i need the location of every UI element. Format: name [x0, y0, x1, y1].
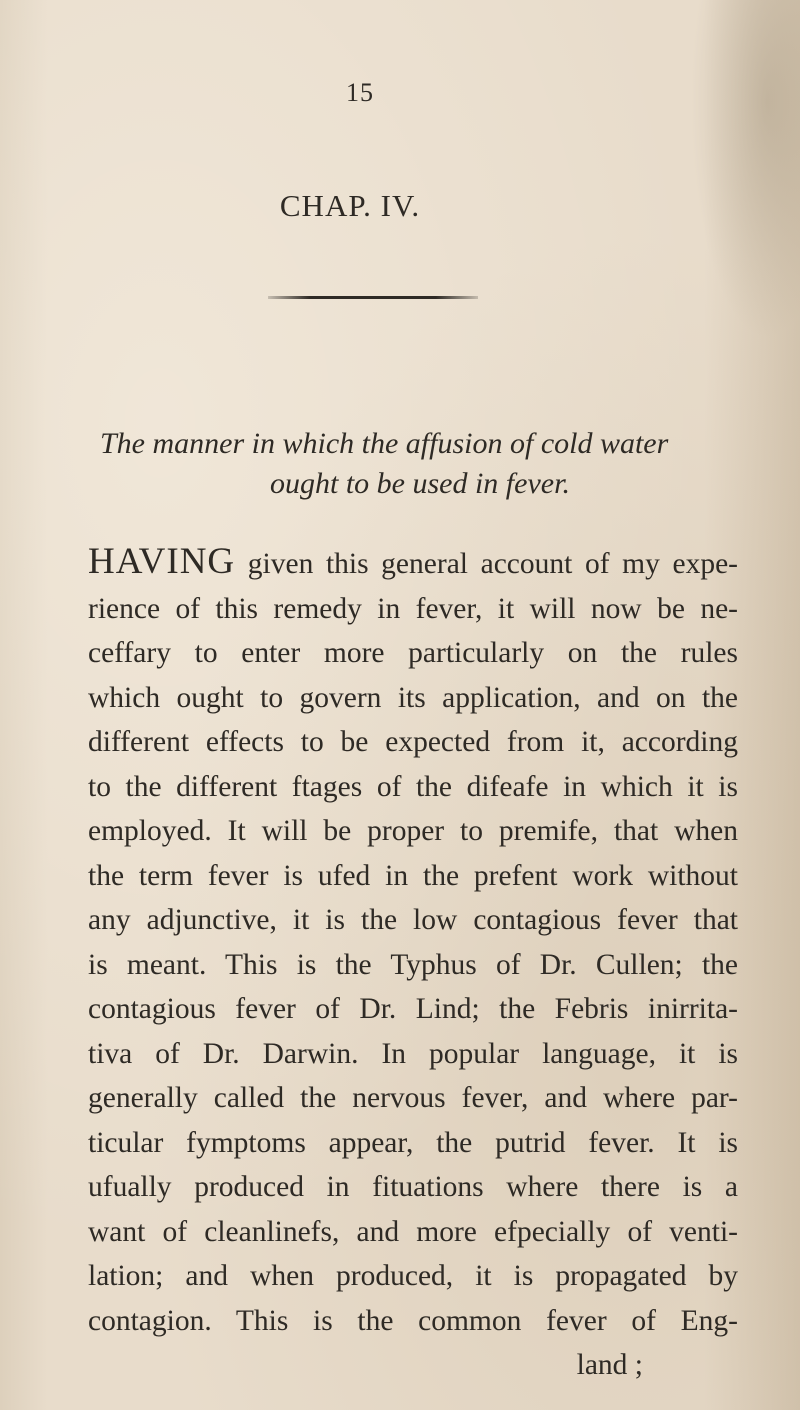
body-paragraph	[88, 540, 738, 1388]
text-line: contagion. This is the common fever of Eng-	[88, 1304, 738, 1337]
text-line: ufually produced in fituations where there is a	[88, 1171, 738, 1203]
text-line: which ought to govern its application, and on the	[88, 681, 738, 714]
catchword: land ;	[576, 1349, 643, 1381]
text-line: ticular fymptoms appear, the putrid fever. It is	[88, 1126, 738, 1159]
drop-word: HAVING	[88, 541, 236, 582]
text-line: lation; and when produced, it is propagated by	[88, 1260, 738, 1292]
text-line: any adjunctive, it is the low contagious fever that	[88, 904, 738, 936]
chapter-heading	[100, 424, 740, 504]
text-line	[88, 540, 738, 587]
text-line: want of cleanlinefs, and more efpecially of venti-	[88, 1215, 738, 1248]
text-line: contagious fever of Dr. Lind; the Febris inirrita-	[88, 993, 738, 1025]
text-line: to the different ftages of the difeafe in which it is	[88, 770, 738, 803]
text-line: employed. It will be proper to premife, that when	[88, 815, 738, 847]
chapter-title: CHAP. IV.	[279, 188, 421, 223]
section-rule	[268, 296, 478, 299]
text-line: ceffary to enter more particularly on the rules	[88, 637, 738, 669]
text-line: tiva of Dr. Darwin. In popular language, it is	[88, 1037, 738, 1070]
text-line: generally called the nervous fever, and where par-	[88, 1082, 738, 1114]
heading-line-1: The manner in which the affusion of cold water	[100, 427, 669, 460]
heading-line-2: ought to be used in fever.	[270, 467, 570, 500]
page-number: 15	[346, 78, 374, 107]
text-line-content: given this general account of my expe-	[235, 548, 738, 580]
text-line: the term fever is ufed in the prefent work without	[88, 859, 738, 892]
paper-stain	[690, 0, 800, 340]
text-line: different effects to be expected from it, according	[88, 726, 738, 758]
text-line: is meant. This is the Typhus of Dr. Cullen; the	[88, 948, 738, 981]
text-line: rience of this remedy in fever, it will now be ne-	[88, 592, 738, 625]
